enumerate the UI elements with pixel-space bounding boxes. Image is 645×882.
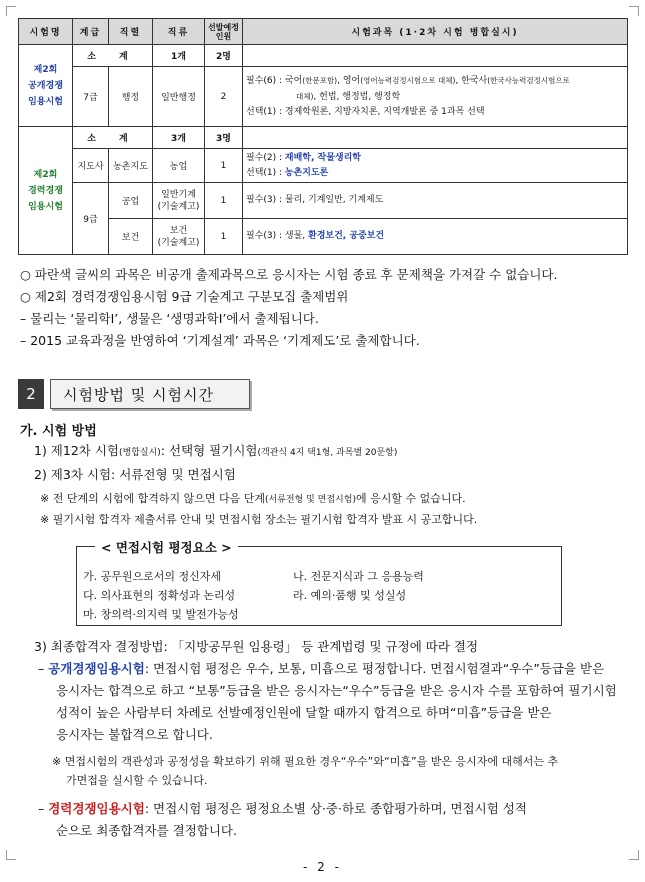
subtotal-empty: [243, 127, 628, 149]
method-item-2: 2) 제3차 시험: 서류전형 및 면접시험: [34, 467, 236, 482]
table-row: [19, 149, 628, 183]
item-note: (객관식 4지 택1형, 과목별 20문항): [257, 448, 398, 458]
cell-series: 농촌지도: [109, 149, 153, 183]
table-row: [19, 183, 628, 219]
corner-mark: [6, 850, 16, 860]
method-note-2: ※ 필기시험 합격자 제출서류 안내 및 면접시험 장소는 필기시험 합격자 발표 시 공고합니다.: [40, 513, 478, 526]
subject-text: 선택(1) : 경제학원론, 지방자치론, 지역개발론 중 1과목 선택: [246, 107, 485, 117]
open-exam-paragraph: [38, 658, 628, 746]
category-line: 임용시험: [28, 201, 63, 212]
category-line: 임용시험: [28, 96, 63, 107]
cell-count: 1: [205, 219, 243, 255]
section-header: [18, 379, 250, 409]
note-text: ※ 전 단계의 시험에 합격하지 않으면 다음 단계: [40, 492, 265, 505]
cell-count: 1: [205, 149, 243, 183]
method-note-1: [40, 490, 466, 506]
exam-category-open: [19, 45, 73, 127]
header-series: 직렬: [109, 19, 153, 45]
corner-mark: [629, 850, 639, 860]
note-text: 가면접을 실시할 수 있습니다.: [66, 774, 208, 787]
item-text: 1) 제12차 시험: [34, 443, 119, 458]
interview-box-title: < 면접시험 평정요소 >: [95, 538, 238, 556]
cell-jikryu: [153, 183, 205, 219]
subject-text: 필수(6) : 국어: [246, 76, 303, 86]
criteria-item: 나. 전문지식과 그 응용능력: [293, 570, 424, 583]
table-row: [19, 45, 628, 67]
criteria-item: 가. 공무원으로서의 정신자세: [83, 570, 222, 583]
subtotal-count: 3명: [205, 127, 243, 149]
career-exam-paragraph: [38, 798, 628, 842]
para-text: 응시자는 합격으로 하고 “보통”등급을 받은 응시자는“우수”등급을 받은 응시자 수를 포함하여 필기시험: [56, 683, 617, 698]
table-row: [19, 219, 628, 255]
note-text: ※ 면접시험의 객관성과 공정성을 확보하기 위해 필요한 경우“우수”와“미흡”을 받은 응시자에 대해서는 추: [52, 755, 559, 768]
table-row: [19, 127, 628, 149]
page-number: - 2 -: [303, 860, 342, 874]
jikryu-line: 보건: [169, 225, 188, 236]
header-grade: 계급: [73, 19, 109, 45]
note-line: – 물리는 ‘물리학Ⅰ’, 생물은 ‘생명과학Ⅰ’에서 출제됩니다.: [20, 311, 319, 326]
note-text: 에 응시할 수 없습니다.: [355, 492, 466, 505]
subject-note: (한국사능력검정시험으로: [487, 76, 570, 85]
corner-mark: [6, 6, 16, 16]
criteria-item: 마. 창의력·의지력 및 발전가능성: [83, 608, 239, 621]
exam-category-career: [19, 127, 73, 255]
subtotal-jikryu: 1개: [153, 45, 205, 67]
corner-mark: [629, 6, 639, 16]
cell-series: 공업: [109, 183, 153, 219]
jikryu-line: (기술계고): [157, 237, 200, 248]
note-line: ○ 제2회 경력경쟁임용시험 9급 기술계고 구분모집 출제범위: [20, 289, 349, 304]
category-line: 제2회: [33, 169, 58, 180]
table-notes: [20, 264, 632, 352]
table-row: [19, 67, 628, 127]
cell-jikryu: [153, 219, 205, 255]
subtotal-label: 소 계: [73, 127, 153, 149]
category-line: 경력경쟁: [28, 185, 63, 196]
para-text: 순으로 최종합격자를 결정합니다.: [56, 823, 237, 838]
note-line: – 2015 교육과정을 반영하여 ‘기계설계’ 과목은 ‘기계제도’로 출제합니다.: [20, 333, 420, 348]
cell-grade: 9급: [73, 183, 109, 255]
subject-text: , 헌법, 행정법, 행정학: [313, 92, 401, 102]
cell-subjects: [243, 219, 628, 255]
closed-subject: 환경보건, 공중보건: [308, 231, 385, 241]
career-exam-label: 경력경쟁임용시험: [48, 801, 145, 816]
header-exam-name: 시험명: [19, 19, 73, 45]
item-note: (병합실시): [118, 448, 161, 458]
category-line: 공개경쟁: [28, 80, 63, 91]
subtotal-label: 소 계: [73, 45, 153, 67]
subject-note: 대체): [296, 92, 314, 101]
note-small: (서류전형 및 면접시험): [264, 495, 356, 505]
subtotal-count: 2명: [205, 45, 243, 67]
final-decision-item: 3) 최종합격자 결정방법: 「지방공무원 임용령」 등 관계법령 및 규정에 따라 결정: [34, 639, 479, 654]
subject-text: 필수(2) :: [246, 152, 285, 163]
cell-grade: 지도사: [73, 149, 109, 183]
cell-subjects: [243, 149, 628, 183]
criteria-item: 라. 예의·품행 및 성실성: [293, 589, 407, 602]
para-text: : 면접시험 평정은 평정요소별 상·중·하로 종합평가하며, 면접시험 성적: [144, 801, 527, 816]
jikryu-line: (기술계고): [157, 201, 200, 212]
para-text: 응시자는 불합격으로 합니다.: [56, 727, 213, 742]
jikryu-line: 일반기계: [161, 189, 196, 200]
subject-note: (영어능력검정시험으로 대체): [360, 76, 456, 85]
open-exam-label: 공개경쟁임용시험: [48, 661, 145, 676]
cell-count: 1: [205, 183, 243, 219]
subject-text: , 영어: [337, 76, 361, 86]
subject-note: (한문포함): [302, 76, 338, 85]
subject-text: , 한국사: [455, 76, 488, 86]
item-text: : 선택형 필기시험: [160, 443, 258, 458]
table-header-row: [19, 19, 628, 45]
header-jikryu: 직류: [153, 19, 205, 45]
open-exam-note: [52, 752, 628, 790]
dash: –: [38, 801, 49, 816]
cell-subjects: [243, 67, 628, 127]
para-text: 성적이 높은 사람부터 차례로 선발예정인원에 달할 때까지 합격으로 하며“미흡”등급을 받은: [56, 705, 552, 720]
closed-subject: 농촌지도론: [284, 167, 329, 178]
subsection-heading: 가. 시험 방법: [20, 424, 97, 439]
cell-jikryu: 일반행정: [153, 67, 205, 127]
interview-criteria-box: [76, 540, 562, 626]
para-text: : 면접시험 평정은 우수, 보통, 미흡으로 평정합니다. 면접시험결과“우수”등급을 받은: [144, 661, 605, 676]
cell-series: 행정: [109, 67, 153, 127]
interview-criteria-list: [83, 567, 557, 624]
exam-subjects-table: [18, 18, 628, 255]
method-item-1: [34, 441, 397, 459]
section-number: 2: [18, 379, 44, 409]
subtotal-empty: [243, 45, 628, 67]
section-title: 시험방법 및 시험시간: [50, 379, 250, 409]
cell-grade: 7급: [73, 67, 109, 127]
criteria-item: 다. 의사표현의 정확성과 논리성: [83, 589, 236, 602]
dash: –: [38, 661, 49, 676]
subject-text: 필수(3) : 생물,: [246, 231, 309, 241]
note-line: ○ 파란색 글씨의 과목은 비공개 출제과목으로 응시자는 시험 종료 후 문제책을 가져갈 수 없습니다.: [20, 267, 558, 282]
subject-text: 선택(1) :: [246, 167, 285, 178]
cell-jikryu: 농업: [153, 149, 205, 183]
header-subjects: 시험과목 (1·2차 시험 병합실시): [243, 19, 628, 45]
category-line: 제2회: [33, 64, 58, 75]
cell-series: 보건: [109, 219, 153, 255]
closed-subject: 재배학, 작물생리학: [284, 152, 361, 163]
subtotal-jikryu: 3개: [153, 127, 205, 149]
cell-subjects: 필수(3) : 물리, 기계일반, 기계제도: [243, 183, 628, 219]
cell-count: 2: [205, 67, 243, 127]
header-planned-count: 선발예정인원: [205, 19, 243, 45]
